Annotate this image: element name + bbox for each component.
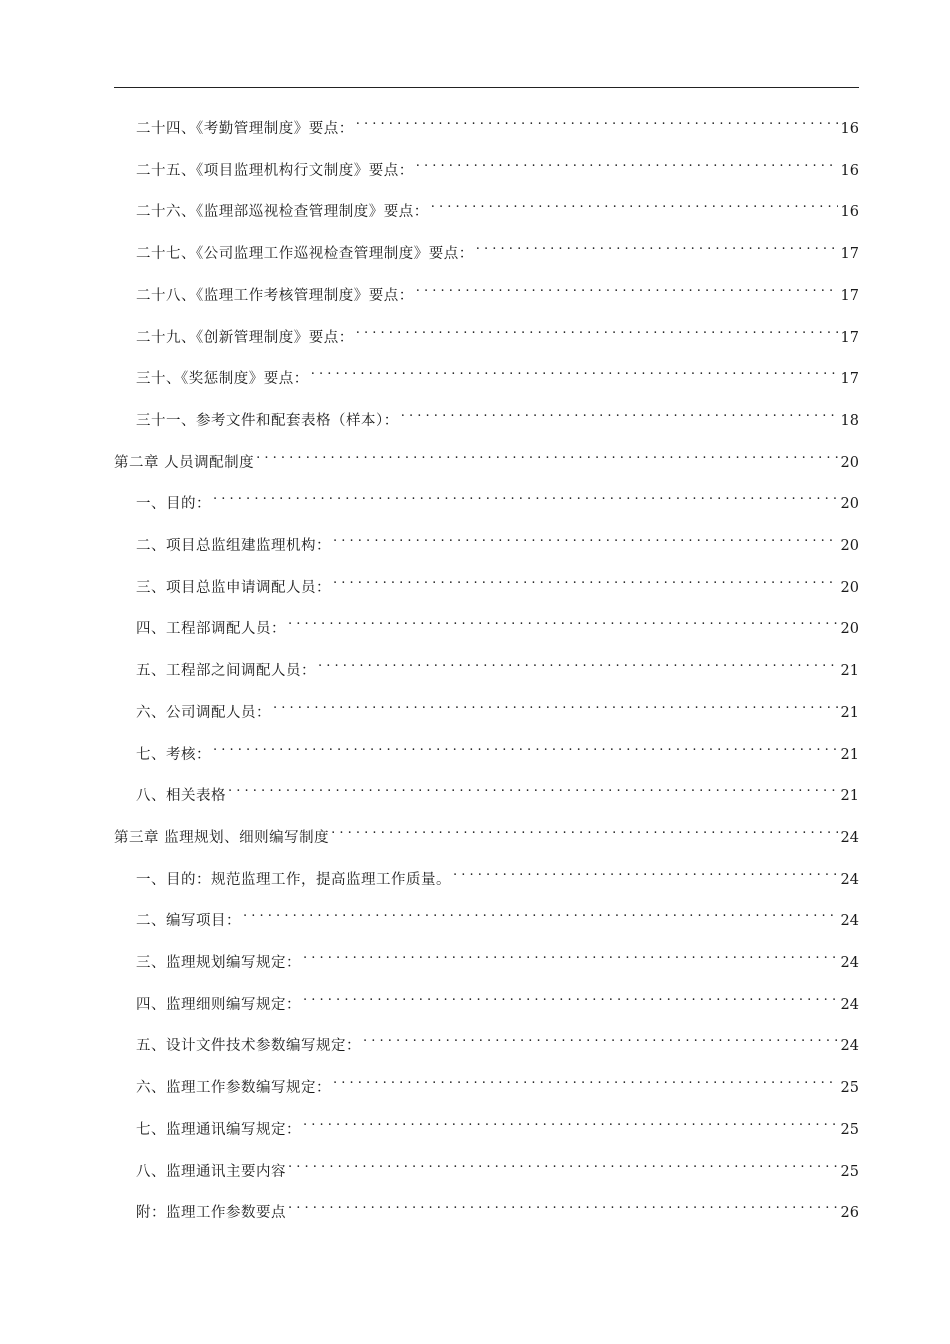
toc-entry-page-number: 24 [840,829,859,846]
toc-entry-title: 三、项目总监申请调配人员： [136,579,331,596]
toc-entry-page-number: 20 [840,621,859,638]
toc-entry-title: 二十六、《监理部巡视检查管理制度》要点： [136,204,429,221]
toc-entry-page-number: 16 [840,162,859,179]
toc-entry-title: 六、公司调配人员： [136,704,271,721]
toc-entry[interactable] [136,1110,859,1138]
toc-dot-leader [288,1152,838,1176]
toc-dot-leader [333,1068,838,1092]
toc-entry[interactable] [136,693,859,721]
toc-dot-leader [303,943,838,967]
toc-entry-page-number: 21 [840,663,859,680]
toc-dot-leader [356,109,838,133]
toc-entry-page-number: 24 [840,996,859,1013]
toc-dot-leader [333,526,838,550]
toc-dot-leader [303,985,838,1009]
toc-entry-page-number: 17 [840,371,859,388]
toc-dot-leader [416,151,838,175]
toc-entry-page-number: 16 [840,121,859,137]
toc-entry-page-number: 20 [840,579,859,596]
toc-entry[interactable] [136,484,859,513]
toc-entry-title: 八、监理通讯主要内容 [136,1163,286,1180]
toc-entry[interactable] [136,609,859,638]
toc-entry-title: 七、考核： [136,746,211,763]
toc-entry-page-number: 16 [840,204,859,221]
toc-entry-title: 四、工程部调配人员： [136,621,286,638]
toc-entry[interactable] [136,234,859,263]
toc-entry[interactable] [136,192,859,221]
toc-entry-title: 七、监理通讯编写规定： [136,1121,301,1138]
toc-dot-leader [401,401,838,425]
toc-entry-title: 二、项目总监组建监理机构： [136,538,331,554]
toc-dot-leader [333,568,838,592]
toc-entry-title: 五、设计文件技术参数编写规定： [136,1038,361,1055]
toc-dot-leader [228,776,838,800]
toc-entry[interactable] [136,151,859,179]
toc-dot-leader [243,901,838,925]
toc-dot-leader [416,276,838,300]
toc-entry[interactable] [136,109,859,137]
toc-entry[interactable] [136,985,859,1013]
toc-entry[interactable] [136,943,859,971]
toc-entry-page-number: 24 [840,1038,859,1055]
toc-entry-title: 二十五、《项目监理机构行文制度》要点： [136,162,414,179]
toc-entry-title: 二、编写项目： [136,913,241,930]
toc-dot-leader [213,735,838,759]
toc-entry-title: 二十八、《监理工作考核管理制度》要点： [136,287,414,304]
toc-entry[interactable] [136,318,859,346]
toc-entry-title: 二十七、《公司监理工作巡视检查管理制度》要点： [136,246,474,263]
toc-dot-leader [213,484,838,508]
toc-entry[interactable] [136,651,859,680]
toc-entry[interactable] [136,1152,859,1180]
toc-entry-page-number: 20 [840,538,859,554]
header-rule [114,87,859,88]
toc-dot-leader [431,192,838,216]
toc-entry[interactable] [136,526,859,554]
toc-dot-leader [273,693,838,717]
toc-dot-leader [303,1110,838,1134]
toc-entry[interactable] [136,568,859,596]
toc-entry-title: 四、监理细则编写规定： [136,996,301,1013]
toc-dot-leader [476,234,838,258]
toc-entry-page-number: 21 [840,704,859,721]
toc-entry-title: 二十九、《创新管理制度》要点： [136,329,354,346]
toc-entry[interactable] [136,860,859,888]
toc-entry-page-number: 25 [840,1080,859,1097]
toc-entry-page-number: 21 [840,788,859,805]
toc-entry-page-number: 17 [840,329,859,346]
toc-entry[interactable] [136,1193,859,1222]
toc-dot-leader [288,1193,838,1217]
toc-dot-leader [318,651,838,675]
toc-dot-leader [453,860,838,884]
toc-entry-title: 六、监理工作参数编写规定： [136,1080,331,1097]
toc-entry-page-number: 24 [840,913,859,930]
toc-entry-title: 一、目的： [136,496,211,513]
toc-entry-page-number: 17 [840,246,859,263]
toc-entry-page-number: 24 [840,955,859,971]
toc-entry-page-number: 24 [840,871,859,888]
toc-entry-title: 一、目的：规范监理工作，提高监理工作质量。 [136,871,451,888]
toc-entry-page-number: 21 [840,746,859,763]
toc-entry-page-number: 17 [840,287,859,304]
toc-entry-title: 八、相关表格 [136,788,226,805]
toc-dot-leader [311,359,838,383]
toc-entry-page-number: 20 [840,496,859,513]
toc-entry-title: 三十、《奖惩制度》要点： [136,371,309,388]
toc-entry[interactable] [136,401,859,429]
toc-entry-page-number: 25 [840,1163,859,1180]
toc-entry-page-number: 25 [840,1121,859,1138]
toc-entry[interactable] [136,359,859,388]
toc-dot-leader [256,443,837,467]
toc-entry[interactable] [136,735,859,763]
toc-entry-title: 附：监理工作参数要点 [136,1205,286,1222]
toc-entry[interactable] [136,776,859,805]
toc-dot-leader [363,1026,838,1050]
toc-chapter-entry[interactable] [114,443,859,471]
toc-entry-page-number: 26 [840,1205,859,1222]
toc-entry-title: 二十四、《考勤管理制度》要点： [136,121,354,137]
toc-dot-leader [356,318,838,342]
toc-entry[interactable] [136,1026,859,1055]
toc-entry-page-number: 20 [840,454,859,471]
toc-entry-title: 三十一、参考文件和配套表格（样本）： [136,412,399,429]
toc-dot-leader [331,818,837,842]
toc-entry-title: 第三章 监理规划、细则编写制度 [114,829,330,846]
toc-entry[interactable] [136,1068,859,1097]
toc-entry-title: 五、工程部之间调配人员： [136,663,316,680]
toc-entry-page-number: 18 [840,412,859,429]
toc-entry-title: 三、监理规划编写规定： [136,955,301,971]
toc-entry-title: 第二章 人员调配制度 [114,454,255,471]
toc-dot-leader [288,609,838,633]
toc-entry[interactable] [136,276,859,304]
toc-chapter-entry[interactable] [114,818,859,846]
toc-entry[interactable] [136,901,859,930]
